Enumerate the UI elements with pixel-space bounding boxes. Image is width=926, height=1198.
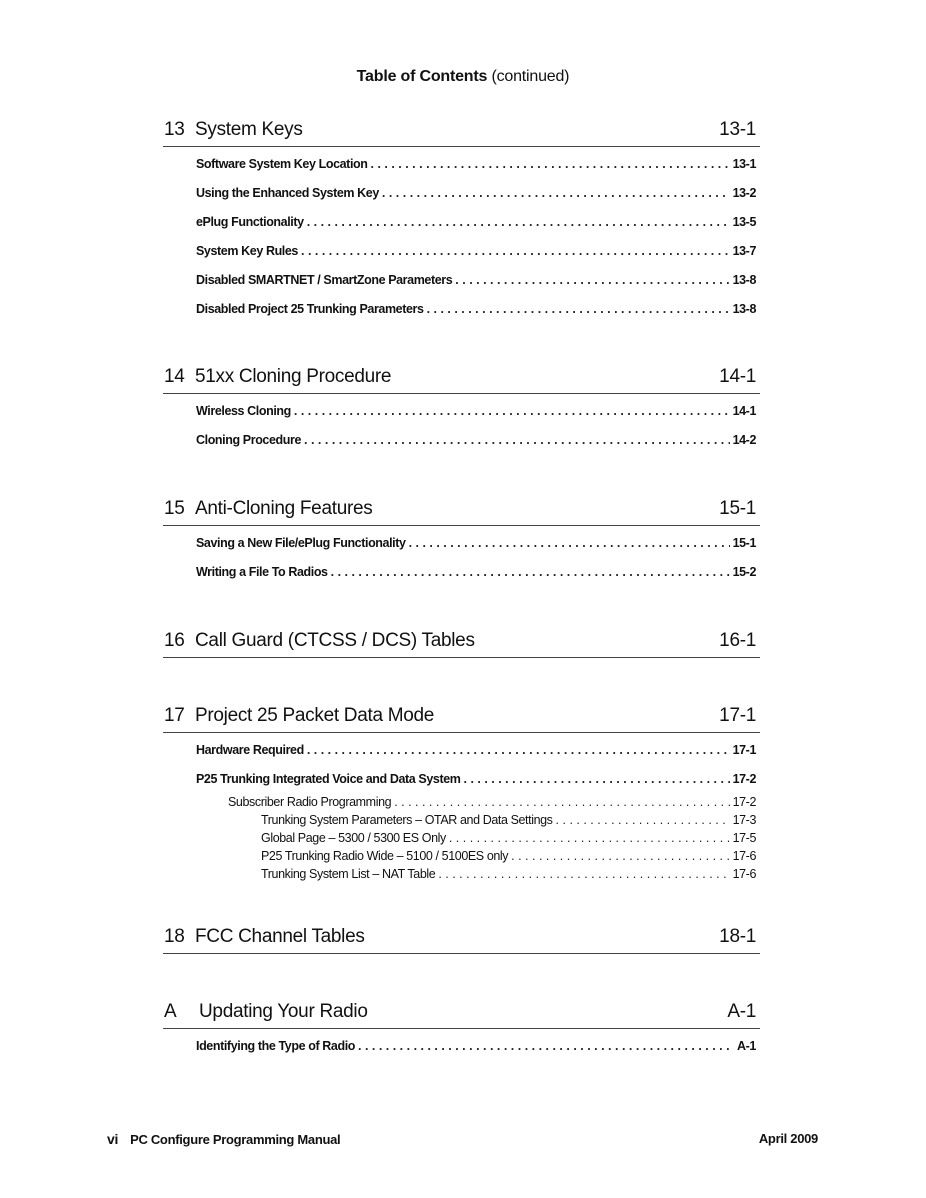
toc-entry[interactable] — [163, 765, 760, 794]
entry-page: 13-7 — [732, 244, 756, 258]
chapter-title: Call Guard (CTCSS / DCS) Tables — [195, 630, 475, 651]
entry-title: Cloning Procedure — [196, 433, 302, 447]
toc-entry[interactable] — [163, 529, 760, 558]
footer-page-number: vi — [107, 1131, 119, 1147]
chapter-heading[interactable] — [163, 927, 760, 954]
chapter-page: 18-1 — [719, 926, 756, 947]
toc-entry[interactable] — [163, 150, 760, 179]
entry-page: 17-1 — [732, 743, 756, 757]
toc-entry[interactable] — [163, 736, 760, 765]
entry-page: 13-1 — [732, 157, 756, 171]
toc-entry[interactable] — [163, 295, 760, 324]
chapter-page: 17-1 — [719, 705, 756, 726]
dot-leader — [304, 426, 730, 455]
toc-entry[interactable] — [163, 865, 760, 883]
chapter-entries — [163, 147, 760, 324]
chapter-title: System Keys — [195, 119, 303, 140]
dot-leader — [301, 237, 730, 266]
chapter-16 — [163, 631, 760, 658]
dot-leader — [438, 865, 729, 883]
dot-leader — [382, 179, 730, 208]
footer-manual-title: PC Configure Programming Manual — [130, 1132, 341, 1147]
dot-leader — [294, 397, 730, 426]
chapter-page: 13-1 — [719, 119, 756, 140]
chapter-number: 14 — [164, 366, 185, 387]
entry-title: Subscriber Radio Programming — [228, 795, 392, 809]
toc-entry[interactable] — [163, 829, 760, 847]
chapter-heading[interactable] — [163, 706, 760, 733]
chapter-title: Project 25 Packet Data Mode — [195, 705, 435, 726]
toc-entry[interactable] — [163, 426, 760, 455]
chapter-a — [163, 1002, 760, 1061]
dot-leader — [409, 529, 730, 558]
chapter-entries — [163, 1029, 760, 1061]
entry-title: Software System Key Location — [196, 157, 368, 171]
chapter-title: Anti-Cloning Features — [195, 498, 373, 519]
chapter-number: 18 — [164, 926, 185, 947]
toc-entry[interactable] — [163, 179, 760, 208]
dot-leader — [358, 1032, 734, 1061]
dot-leader — [449, 829, 730, 847]
dot-leader — [307, 208, 730, 237]
chapter-title: Updating Your Radio — [199, 1001, 368, 1022]
chapter-number: 13 — [164, 119, 185, 140]
entry-page: 17-3 — [732, 813, 756, 827]
entry-title: P25 Trunking Radio Wide – 5100 / 5100ES only — [261, 849, 509, 863]
dot-leader — [331, 558, 730, 587]
toc-entry[interactable] — [163, 397, 760, 426]
entry-page: 17-5 — [732, 831, 756, 845]
chapter-heading[interactable] — [163, 1002, 760, 1029]
entry-title: Using the Enhanced System Key — [196, 186, 379, 200]
dot-leader — [371, 150, 730, 179]
toc-entry[interactable] — [163, 847, 760, 865]
entry-title: Disabled SMARTNET / SmartZone Parameters — [196, 273, 453, 287]
entry-title: Writing a File To Radios — [196, 565, 328, 579]
entry-page: 13-5 — [732, 215, 756, 229]
chapter-number: 15 — [164, 498, 185, 519]
entry-title: Global Page – 5300 / 5300 ES Only — [261, 831, 446, 845]
entry-title: Trunking System List – NAT Table — [261, 867, 436, 881]
chapter-number: 17 — [164, 705, 185, 726]
entry-title: Identifying the Type of Radio — [196, 1039, 355, 1053]
entry-title: Trunking System Parameters – OTAR and Data Settings — [261, 813, 553, 827]
chapter-entries — [163, 526, 760, 587]
chapter-entries — [163, 733, 760, 883]
entry-title: Disabled Project 25 Trunking Parameters — [196, 302, 424, 316]
footer-date: April 2009 — [758, 1131, 818, 1146]
entry-title: P25 Trunking Integrated Voice and Data System — [196, 772, 461, 786]
entry-page: 15-1 — [732, 536, 756, 550]
dot-leader — [556, 811, 730, 829]
chapter-13 — [163, 120, 760, 324]
chapter-title: FCC Channel Tables — [195, 926, 365, 947]
toc-entry[interactable] — [163, 558, 760, 587]
chapter-number: 16 — [164, 630, 185, 651]
entry-page: 13-8 — [732, 302, 756, 316]
chapter-14 — [163, 367, 760, 455]
dot-leader — [394, 794, 729, 811]
entry-page: 15-2 — [732, 565, 756, 579]
entry-page: 17-6 — [732, 867, 756, 881]
chapter-number: A — [164, 1001, 177, 1022]
chapter-heading[interactable] — [163, 631, 760, 658]
entry-title: Wireless Cloning — [196, 404, 291, 418]
toc-entry[interactable] — [163, 266, 760, 295]
entry-page: 17-2 — [732, 795, 756, 809]
toc-entry[interactable] — [163, 237, 760, 266]
entry-title: System Key Rules — [196, 244, 298, 258]
chapter-page: 14-1 — [719, 366, 756, 387]
toc-entry[interactable] — [163, 794, 760, 811]
entry-title: Saving a New File/ePlug Functionality — [196, 536, 406, 550]
entry-page: 14-2 — [732, 433, 756, 447]
chapter-title: 51xx Cloning Procedure — [195, 366, 392, 387]
entry-page: 13-2 — [732, 186, 756, 200]
chapter-17 — [163, 706, 760, 883]
dot-leader — [455, 266, 729, 295]
entry-page: 17-6 — [732, 849, 756, 863]
chapter-15 — [163, 499, 760, 587]
chapter-18 — [163, 927, 760, 954]
chapter-heading[interactable] — [163, 499, 760, 526]
chapter-heading[interactable] — [163, 367, 760, 394]
dot-leader — [427, 295, 730, 324]
chapter-page: 16-1 — [719, 630, 756, 651]
toc-entry[interactable] — [163, 1032, 760, 1061]
entry-page: 17-2 — [732, 772, 756, 786]
toc-entry[interactable] — [163, 811, 760, 829]
dot-leader — [511, 847, 729, 865]
chapter-page: 15-1 — [719, 498, 756, 519]
entry-title: ePlug Functionality — [196, 215, 304, 229]
entry-page: 14-1 — [732, 404, 756, 418]
toc-entry[interactable] — [163, 208, 760, 237]
entry-title: Hardware Required — [196, 743, 304, 757]
dot-leader — [307, 736, 730, 765]
entry-page: A-1 — [737, 1039, 756, 1053]
title-suffix: (continued) — [491, 68, 570, 85]
title-main: Table of Contents — [356, 68, 488, 85]
page-title — [0, 68, 926, 86]
chapter-page: A-1 — [727, 1001, 756, 1022]
chapter-heading[interactable] — [163, 120, 760, 147]
dot-leader — [464, 765, 730, 794]
chapter-entries — [163, 394, 760, 455]
entry-page: 13-8 — [732, 273, 756, 287]
